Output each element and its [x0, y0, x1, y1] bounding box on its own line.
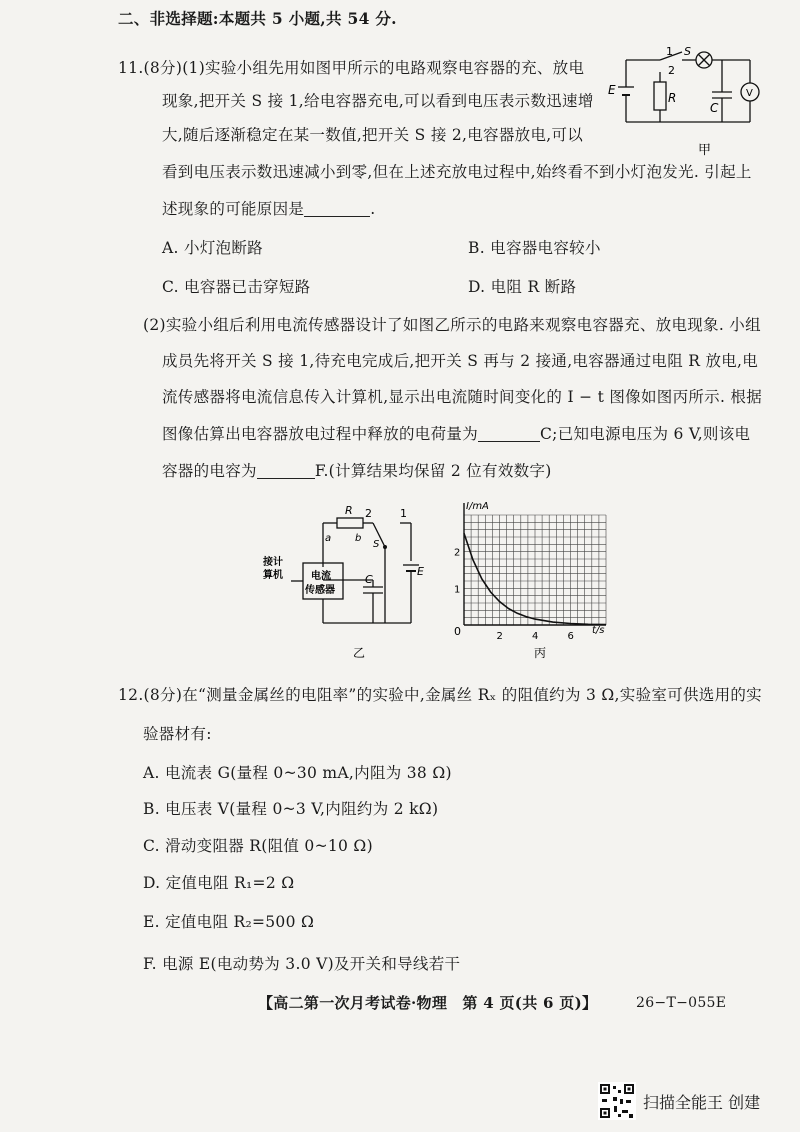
- figure-bing-chart: [440, 495, 630, 665]
- q11-part2-line-1: (2)实验小组后利用电流传感器设计了如图乙所示的电路来观察电容器充、放电现象. 小组: [143, 316, 761, 334]
- figure-jia-circuit: [600, 42, 770, 187]
- q11-option-b: B. 电容器电容较小: [468, 239, 601, 257]
- q11-line-5-text: 述现象的可能原因是: [162, 200, 305, 218]
- yi-node-a-label: a: [325, 533, 332, 544]
- q12-line-2: 验器材有:: [143, 725, 212, 743]
- chart-grid: [464, 515, 606, 625]
- yi-node-b-label: b: [355, 533, 362, 544]
- q11-line-1: 11.(8分)(1)实验小组先用如图甲所示的电路观察电容器的充、放电: [118, 59, 585, 77]
- jia-capacitor-label: C: [710, 101, 719, 115]
- chart-xlabel: t/s: [592, 625, 605, 636]
- q11-part2-line-4: [162, 423, 750, 445]
- yi-computer-line1: 接计: [263, 557, 283, 568]
- page-footer-title: 【高二第一次月考试卷·物理 第 4 页(共 6 页)】: [258, 994, 598, 1012]
- yi-switch-node: [383, 545, 387, 549]
- y-tick-label: 1: [454, 584, 461, 596]
- yi-switch-label: S: [373, 539, 380, 550]
- q11-part2-line-5: [162, 460, 552, 482]
- jia-pos1-label: 1: [666, 45, 673, 58]
- yi-sensor-line2: 传感器: [305, 585, 335, 596]
- yi-source-label: E: [417, 565, 424, 578]
- yi-resistor-label: R: [345, 505, 353, 517]
- q12-item-e: E. 定值电阻 R₂=500 Ω: [143, 913, 315, 931]
- x-tick-label: 4: [532, 631, 539, 642]
- jia-pos2-label: 2: [668, 64, 675, 77]
- q11-part2-line-3: 流传感器将电流信息传入计算机,显示出电流随时间变化的 I − t 图像如图丙所示. 根据: [162, 388, 763, 406]
- y-tick-label: 2: [454, 547, 461, 559]
- q11-part2-line-4-end: C;已知电源电压为 6 V,则该电: [540, 425, 751, 443]
- chart-ylabel: I/mA: [466, 501, 489, 512]
- q11-part2-line-5-end: F.(计算结果均保留 2 位有效数字): [314, 462, 552, 480]
- jia-caption: 甲: [698, 143, 712, 158]
- q12-line-1: 12.(8分)在“测量金属丝的电阻率”的实验中,金属丝 Rₓ 的阻值约为 3 Ω,实验室可供选用的实: [118, 686, 762, 704]
- q11-line-3: 大,随后逐渐稳定在某一数值,把开关 S 接 2,电容器放电,可以: [162, 126, 584, 144]
- section-heading: 二、非选择题:本题共 5 小题,共 54 分.: [118, 9, 397, 28]
- jia-switch-label: S: [684, 45, 691, 58]
- page-footer-code: 26−T−055E: [636, 995, 727, 1011]
- x-tick-label: 2: [496, 631, 503, 642]
- q11-option-d: D. 电阻 R 断路: [468, 278, 577, 296]
- bing-caption: 丙: [534, 646, 547, 660]
- q11-line-4: 看到电压表示数迅速减小到零,但在上述充放电过程中,始终看不到小灯泡发光. 引起上: [162, 163, 752, 181]
- q12-item-b: B. 电压表 V(量程 0~3 V,内阻约为 2 kΩ): [143, 800, 439, 818]
- yi-computer-line2: 算机: [263, 570, 283, 581]
- jia-voltmeter-label: V: [746, 88, 753, 99]
- q12-item-a: A. 电流表 G(量程 0~30 mA,内阻为 38 Ω): [143, 764, 452, 782]
- yi-sensor-line1: 电流: [311, 571, 331, 582]
- q12-item-c: C. 滑动变阻器 R(阻值 0~10 Ω): [143, 837, 373, 855]
- q11-option-a: A. 小灯泡断路: [162, 239, 263, 257]
- q11-part2-line-5-text: 容器的电容为: [162, 462, 257, 480]
- jia-resistor-label: R: [668, 91, 677, 105]
- yi-caption: 乙: [353, 646, 366, 660]
- x-tick-label: 6: [567, 631, 574, 642]
- jia-source-label: E: [608, 83, 616, 97]
- yi-capacitor-label: C: [365, 573, 373, 586]
- yi-pos2-label: 2: [365, 507, 372, 520]
- q11-option-c: C. 电容器已击穿短路: [162, 278, 311, 296]
- q11-line-5-end: .: [370, 200, 376, 218]
- qr-code-icon: [598, 1082, 636, 1120]
- figure-yi-circuit: [255, 505, 435, 665]
- q11-line-5: [162, 198, 375, 220]
- q12-item-f: F. 电源 E(电动势为 3.0 V)及开关和导线若干: [143, 955, 461, 973]
- q12-item-d: D. 定值电阻 R₁=2 Ω: [143, 874, 295, 892]
- q11-part2-line-4-text: 图像估算出电容器放电过程中释放的电荷量为: [162, 425, 479, 443]
- scanner-label: 扫描全能王 创建: [643, 1093, 761, 1112]
- yi-pos1-label: 1: [400, 507, 407, 520]
- answer-blank: [304, 200, 370, 217]
- q11-line-2: 现象,把开关 S 接 1,给电容器充电,可以看到电压表示数迅速增: [162, 92, 594, 110]
- answer-blank: [257, 462, 315, 479]
- q11-part2-line-2: 成员先将开关 S 接 1,待充电完成后,把开关 S 再与 2 接通,电容器通过电阻 R 放电,电: [162, 352, 759, 370]
- chart-origin: 0: [454, 625, 461, 638]
- answer-blank: [478, 425, 540, 442]
